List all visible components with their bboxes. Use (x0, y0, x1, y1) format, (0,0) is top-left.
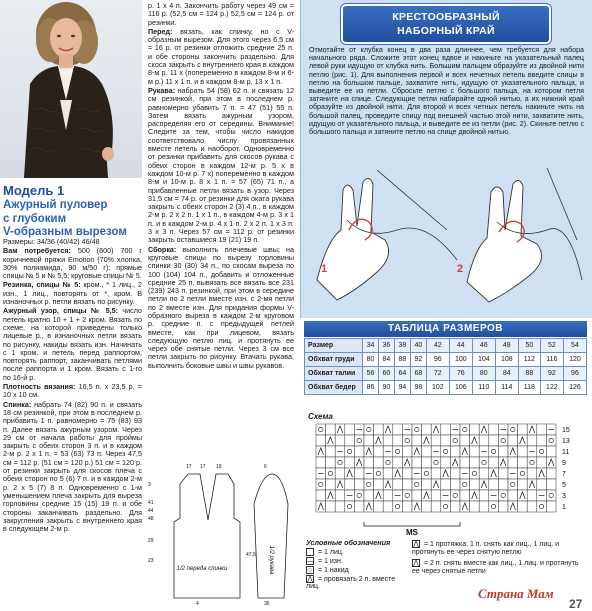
purl-icon: — (307, 557, 314, 565)
chart-cell (441, 479, 451, 490)
chart-cell (537, 435, 547, 446)
chart-cell (345, 501, 355, 512)
chart-cell (354, 490, 364, 501)
size-row-label: Размер (305, 339, 363, 353)
size-cell: 108 (495, 353, 518, 367)
chart-cell (316, 479, 326, 490)
chart-cell (537, 501, 547, 512)
dim-label: 19 (216, 464, 222, 470)
cast-on-banner (343, 6, 549, 42)
size-table (304, 338, 587, 395)
repeat-label: MS (406, 528, 418, 537)
instructions-column-2 (148, 2, 294, 371)
size-cell: 72 (426, 367, 449, 381)
chart-cell (537, 457, 547, 468)
size-row-label: Обхват бедер (305, 381, 363, 395)
sleeve-outline (254, 474, 288, 598)
chart-cell (374, 457, 384, 468)
size-cell: 48 (495, 339, 518, 353)
chart-cell (470, 501, 480, 512)
size-cell: 84 (495, 367, 518, 381)
size-cell: 68 (410, 367, 426, 381)
chart-cell (441, 446, 451, 457)
chart-cell (402, 435, 412, 446)
chart-cell (422, 468, 432, 479)
chart-cell (412, 490, 422, 501)
size-row-label: Обхват талии (305, 367, 363, 381)
repeat-bracket (364, 522, 460, 526)
page-number: 27 (569, 597, 583, 611)
chart-cell (508, 479, 518, 490)
chart-cell (546, 446, 556, 457)
cast-on-panel (300, 0, 592, 318)
chart-cell (326, 446, 336, 457)
knitting-chart (304, 420, 591, 537)
size-cell: 118 (518, 381, 540, 395)
legend-item: ⋀ = 2 п. снять вместе как лиц., 1 лиц. и протянуть ее через снятые петли (412, 559, 579, 575)
size-row-label: Обхват груди (305, 353, 363, 367)
size-table-title: ТАБЛИЦА РАЗМЕРОВ (304, 321, 587, 337)
chart-cell (546, 490, 556, 501)
ssk-icon: ⋀ (413, 541, 419, 548)
chart-cell (460, 424, 470, 435)
model-subtitle-3: V-образным вырезом (3, 226, 127, 238)
chart-cell (441, 501, 451, 512)
chart-cell (508, 435, 518, 446)
size-cell: 80 (472, 367, 495, 381)
chart-cell (441, 457, 451, 468)
dim-label: 47,5 (246, 552, 256, 558)
chart-cell (470, 424, 480, 435)
chart-cell (431, 490, 441, 501)
chart-cell (441, 424, 451, 435)
chart-cell (383, 435, 393, 446)
banner-title-2: НАБОРНЫЙ КРАЙ (397, 25, 495, 37)
legend-title: Условные обозначения (306, 538, 391, 547)
chart-cell (518, 468, 528, 479)
chart-row-number: 7 (562, 471, 566, 478)
chart-cell (374, 446, 384, 457)
chart-cell (402, 479, 412, 490)
chart-cell (431, 457, 441, 468)
chart-cell (460, 479, 470, 490)
dim-label: 23 (148, 558, 154, 564)
chart-cell (345, 424, 355, 435)
chart-cell (316, 435, 326, 446)
chart-cell (508, 457, 518, 468)
chart-row-number: 13 (562, 438, 570, 445)
knitting-needle (377, 170, 447, 230)
col1-para: Размеры: 34/36 (40/42) 46/48 (3, 237, 100, 246)
chart-cell (412, 435, 422, 446)
dim-label: 17 (186, 464, 192, 470)
dim-label: 36 (264, 601, 270, 607)
dim-label: 6 (264, 464, 267, 470)
chart-cell (479, 457, 489, 468)
chart-cell (460, 457, 470, 468)
size-cell: 76 (449, 367, 472, 381)
col1-para: Ажурный узор, спицы № 5,5: число петель кратно 10 + 1 + 2 кром. Вязать по схеме, на которой приведены только лицевые р., в изнаночных петли вязать по рисунку, накиды вязать изн. Начинать с 1 кром. и петель перед раппортом, повторять раппорт, заканчивать петлями после раппорта и 1 кром. Вязать с 1-го по 16-й р. (3, 306, 143, 382)
chart-cell (489, 457, 499, 468)
chart-cell (335, 468, 345, 479)
size-cell: 110 (472, 381, 495, 395)
chart-cell (537, 446, 547, 457)
chart-cell (364, 479, 374, 490)
col2-para: Рукава: набрать 54 (58) 62 п. и связать 12 см резинкой, при этом в последнем р. равномерно убавить 7 п. = 47 (51) 55 п. Затем вязать ажурным узором, распределяя его от середины. Внимание! Следите за тем, чтобы число накидов соответствовало числу провязанных вместе петель и наоборот. Одновременно от резинки прибавить для скосов рукава с обеих сторон в каждом 12-м р. 5 х в каждом 10-м р. 7 х) попеременно в каждом 8-м и 10-м р. 8 х 1 п. = 57 (65) 71 п., а прибавленные петли вязать в узор. Через 31,5 см = 74 р. от резинки для оката рукава закрыть с обеих сторон 2 (3) 4 п., в каждом 2-м р. 2 х 2 п. 1 х 1 п., в каждом 4-м р. 3 х 1 п. и в каждом 2-м р. 4 х 1 п. 2 х 2 п. 1 х 3 п. 3 х 3 п. Через 57 см = 112 р. от резинки закрыть оставшиеся 19 (21) 19 п. (148, 85, 294, 245)
chart-cell (393, 457, 403, 468)
chart-cell (537, 479, 547, 490)
size-cell: 114 (495, 381, 518, 395)
hand-fig-2 (467, 180, 542, 302)
garment-schematic (146, 460, 294, 606)
size-cell: 40 (410, 339, 426, 353)
chart-cell (546, 501, 556, 512)
chart-cell (383, 501, 393, 512)
banner-title-1: КРЕСТООБРАЗНЫЙ (392, 11, 500, 23)
chart-row-number: 9 (562, 460, 566, 467)
chart-cell (374, 479, 384, 490)
knitting-needle (547, 168, 577, 240)
chart-cell (393, 501, 403, 512)
dim-label: 17 (200, 464, 206, 470)
size-cell: 92 (410, 353, 426, 367)
col1-para: Вам потребуется: 500 (600) 700 г коричневой пряжи Emotion (70% хлопка, 30% полиамида, 90 м/50 г); прямые спицы № 5 и № 5,5; круговые спицы № 5. (3, 246, 143, 281)
size-cell: 122 (540, 381, 563, 395)
chart-cell (450, 435, 460, 446)
chart-cell (393, 424, 403, 435)
figure-number: 2 (457, 263, 464, 275)
legend-item: ○ = 1 накид (307, 566, 349, 574)
chart-cell (470, 468, 480, 479)
back-label: 1/2 переда спинки (176, 566, 228, 572)
k2tog-icon: ⋀ (307, 575, 313, 583)
legend-item: — = 1 изн. (307, 557, 343, 565)
model-photo (0, 0, 142, 178)
chart-cell (364, 457, 374, 468)
size-table-row (305, 339, 587, 353)
figure-number: 1 (321, 263, 328, 275)
col1-para: Спинка: набрать 74 (82) 90 п. и связать 18 см резинкой, при этом в последнем р. прибавить 1 п. равномерно = 75 (83) 93 п. Далее вязать ажурным узором. Через 29 см от начала работы для проймы закрыть с обеих сторон 3 п. и в каждом 2-м р. 2 х 1 п. = 53 (63) 73 п. Через 47,5 см = 112 р. (51 см = 120 р.) 51 см = 120 р. от резинки закрыть для скосов плеча с обеих сторон по 5 (6) 7 п. и в каждом 2-м р. 2 х 5 (7) 8 п. Одновременно с 1-м уменьшением плеча закрыть для выреза горловины средние 15 (15) 19 п. и обе стороны заканчивать раздельно. Для закругления закрыть с внутреннего края в следующем 2-м р. (3, 399, 142, 534)
chart-cell (364, 435, 374, 446)
legend-right (412, 540, 584, 576)
chart-cell (402, 490, 412, 501)
chart-cell (489, 501, 499, 512)
model-heading (3, 184, 143, 239)
chart-cell (422, 501, 432, 512)
size-cell: 80 (363, 353, 379, 367)
chart-cell (364, 490, 374, 501)
chart-cell (374, 424, 384, 435)
chart-cell (498, 479, 508, 490)
legend-item: = 1 лиц. (306, 548, 406, 557)
chart-cell (316, 490, 326, 501)
chart-cell (527, 501, 537, 512)
chart-cell (470, 479, 480, 490)
chart-cell (402, 468, 412, 479)
legend-item: ⋀ = провязать 2 п. вместе лиц. (306, 575, 396, 591)
dim-label: 4 (196, 601, 199, 607)
size-cell: 120 (563, 353, 586, 367)
chart-cell (431, 501, 441, 512)
yarn-over-icon: ○ (307, 566, 313, 574)
hand-fig-1 (317, 178, 389, 300)
chart-cell (354, 501, 364, 512)
size-cell: 60 (378, 367, 394, 381)
legend-item: ⋀ = 1 протяжка: 1 п. снять как лиц., 1 лиц. и протянуть ее через снятую петлю (412, 540, 560, 556)
size-cell: 88 (394, 353, 410, 367)
size-cell: 96 (426, 353, 449, 367)
chart-cell (489, 479, 499, 490)
chart-cell (479, 468, 489, 479)
chart-cell (422, 446, 432, 457)
size-cell: 38 (394, 339, 410, 353)
size-table-row (305, 353, 587, 367)
size-cell: 126 (563, 381, 586, 395)
size-cell: 106 (449, 381, 472, 395)
chart-cell (402, 446, 412, 457)
chart-cell (412, 457, 422, 468)
legend-left (306, 548, 406, 591)
size-cell: 92 (540, 367, 563, 381)
chart-cell (393, 435, 403, 446)
chart-cell (498, 501, 508, 512)
chart-cell (460, 435, 470, 446)
size-cell: 64 (394, 367, 410, 381)
chart-cell (518, 424, 528, 435)
size-table-row (305, 381, 587, 395)
size-cell: 44 (449, 339, 472, 353)
chart-cell (546, 435, 556, 446)
chart-cell (374, 501, 384, 512)
chart-cell (470, 446, 480, 457)
chart-cell (450, 479, 460, 490)
size-cell: 56 (363, 367, 379, 381)
size-cell: 88 (518, 367, 540, 381)
chart-cell (450, 490, 460, 501)
size-cell: 96 (563, 367, 586, 381)
size-cell: 90 (378, 381, 394, 395)
watermark: Страна Мам (478, 586, 554, 601)
size-cell: 34 (363, 339, 379, 353)
chart-cell (345, 479, 355, 490)
chart-cell (326, 468, 336, 479)
size-cell: 54 (563, 339, 586, 353)
chart-cell (345, 435, 355, 446)
chart-cell (489, 424, 499, 435)
chart-cell (326, 457, 336, 468)
chart-cell (498, 446, 508, 457)
chart-cell (316, 457, 326, 468)
chart-cell (383, 457, 393, 468)
chart-cell (527, 457, 537, 468)
chart-cell (498, 435, 508, 446)
chart-cell (537, 424, 547, 435)
chart-cell (508, 424, 518, 435)
chart-cell (326, 501, 336, 512)
chart-cell (546, 479, 556, 490)
chart-row-number: 3 (562, 493, 566, 500)
double-decrease-icon: ⋀ (413, 559, 419, 567)
chart-cell (479, 435, 489, 446)
front-back-outline (174, 474, 240, 598)
size-cell: 84 (378, 353, 394, 367)
col1-para: Резинка, спицы № 5: кром., * 1 лиц., 2 изн., 1 лиц., повторять от *, кром. В изнаночных р. петли вязать по рисунку. (3, 280, 143, 307)
chart-cell (393, 446, 403, 457)
chart-cell (412, 479, 422, 490)
chart-cell (470, 457, 480, 468)
chart-cell (518, 446, 528, 457)
model-subtitle-2: с глубоким (3, 212, 67, 225)
size-cell: 42 (426, 339, 449, 353)
chart-cell (527, 468, 537, 479)
chart-cell (354, 446, 364, 457)
dim-label: 48 (148, 516, 154, 522)
dim-label: 3 (148, 482, 151, 488)
chart-cell (316, 424, 326, 435)
chart-cell (412, 424, 422, 435)
chart-cell (518, 457, 528, 468)
chart-cell (489, 446, 499, 457)
chart-row-number: 1 (562, 504, 566, 511)
dim-label: 41 (148, 500, 154, 506)
chart-row-number: 11 (562, 449, 570, 456)
size-cell: 98 (410, 381, 426, 395)
schema-label: Схема (308, 412, 333, 421)
sleeve-label: 1/2 рукава (268, 545, 274, 575)
chart-cell (422, 457, 432, 468)
chart-cell (326, 479, 336, 490)
instructions-column-1 (3, 238, 142, 534)
chart-cell (431, 435, 441, 446)
col2-para: Сборка: выполнить плечевые швы; на круговые спицы по вырезу горловины спинки 30 (30) 34 п., по скосам выреза по 100 (104) 104 п., добавить и отложенные средние 25 п. вывязать все вязать все 231 (239) 243 п. резинкой, при этом в середине петли по 2 петли вместе изн. с 2-мя петли по 2 вместе изн. Для придания формы V-образного выреза в каждом 2-м круговом р. средние п. с предыдущей петлей вместе, как при лицевом, вязать следующую петлю лиц. и протянуть ее через обе снятые петли. Через 3 см все петли закрыть по рисунку. Втачать рукава, выполнить боковые швы и швы рукавов. (148, 244, 294, 370)
chart-cell (422, 479, 432, 490)
chart-cell (527, 490, 537, 501)
chart-cell (335, 490, 345, 501)
size-cell: 100 (449, 353, 472, 367)
chart-cell (345, 457, 355, 468)
chart-cell (508, 490, 518, 501)
knit-icon (306, 548, 314, 556)
model-subtitle-1: Ажурный пуловер (3, 199, 108, 211)
chart-cell (460, 490, 470, 501)
chart-cell (383, 490, 393, 501)
chart-cell (479, 501, 489, 512)
size-cell: 52 (540, 339, 563, 353)
size-cell: 50 (518, 339, 540, 353)
size-table-row (305, 367, 587, 381)
chart-cell (518, 501, 528, 512)
dim-label: 29 (148, 538, 154, 544)
col2-para: Перед: вязать, как спинку, но с V-образным вырезом. Для этого через 6,5 см = 16 р. от резинки отложить средние 25 п. и обе стороны закончить раздельно. Для скоса закрыть с внутреннего края в каждом 8-м р. 11 х (попеременно в каждом 8-м и 6-м р.) 11 х 1 п. и в каждом 8-м р. 13 х 1 п. (148, 26, 294, 86)
model-title: Модель 1 (3, 183, 65, 198)
chart-cell (518, 479, 528, 490)
chart-cell (393, 479, 403, 490)
chart-cell (498, 490, 508, 501)
chart-cell (479, 490, 489, 501)
col1-para: Плотность вязания: 16,5 п. х 23,5 р. = 10 х 10 см. (3, 382, 142, 400)
chart-cell (345, 446, 355, 457)
chart-row-number: 5 (562, 482, 566, 489)
size-cell: 102 (426, 381, 449, 395)
chart-cell (354, 479, 364, 490)
chart-cell (527, 435, 537, 446)
chart-cell (364, 424, 374, 435)
size-cell: 46 (472, 339, 495, 353)
model-photo-illustration (0, 0, 142, 178)
chart-cell (450, 501, 460, 512)
chart-cell (354, 435, 364, 446)
chart-cell (335, 457, 345, 468)
chart-cell (402, 501, 412, 512)
chart-cell (374, 468, 384, 479)
chart-cell (498, 468, 508, 479)
dim-label: 44 (148, 508, 154, 514)
chart-cell (546, 468, 556, 479)
size-cell: 112 (518, 353, 540, 367)
chart-cell (431, 468, 441, 479)
chart-cell (335, 501, 345, 512)
chart-cell (383, 468, 393, 479)
chart-cell (441, 435, 451, 446)
chart-cell (422, 424, 432, 435)
col2-para: р. 1 х 4 п. Закончить работу через 49 см = 116 р. (52,5 см = 124 р.) 52,5 см = 124 р. от резинки. (148, 1, 294, 27)
cast-on-text: Отмотайте от клубка конец в два раза длиннее, чем требуется для набора начального ряда. Сложите этот конец вдвое и накиньте на указательный палец левой руки идущую от клубка нить. Большим пальцем образуйте из двойной нити петлю (рис. 1). Для выполнения первой и всех нечетных петель введите спицы в петлю на большом пальце, захватите нить, идущую от указательного пальца, и выведите ее из петли. Сбросьте петлю с большого пальца, на котором петля затяните на спице. Следующие петли набирайте одной нитью, а их нижний край образуйте из двойной нити. Для второй и всех четных петель накиньте нить на большой палец, проведите спицу под внешней частью этой нити, захватите нить, идущую от указательного пальца, и выведите ее из петли (рис. 2). Скиньте петлю с большого пальца и затяните петлю на спице двойной нитью. (309, 46, 584, 137)
chart-cell (326, 424, 336, 435)
size-cell: 36 (378, 339, 394, 353)
hands-illustration (307, 160, 587, 315)
chart-cell (354, 468, 364, 479)
chart-cell (335, 435, 345, 446)
size-cell: 116 (540, 353, 563, 367)
size-cell: 94 (394, 381, 410, 395)
chart-cell (450, 468, 460, 479)
size-cell: 86 (363, 381, 379, 395)
chart-cell (489, 435, 499, 446)
size-cell: 104 (472, 353, 495, 367)
chart-row-number: 15 (562, 427, 570, 434)
chart-cell (450, 446, 460, 457)
